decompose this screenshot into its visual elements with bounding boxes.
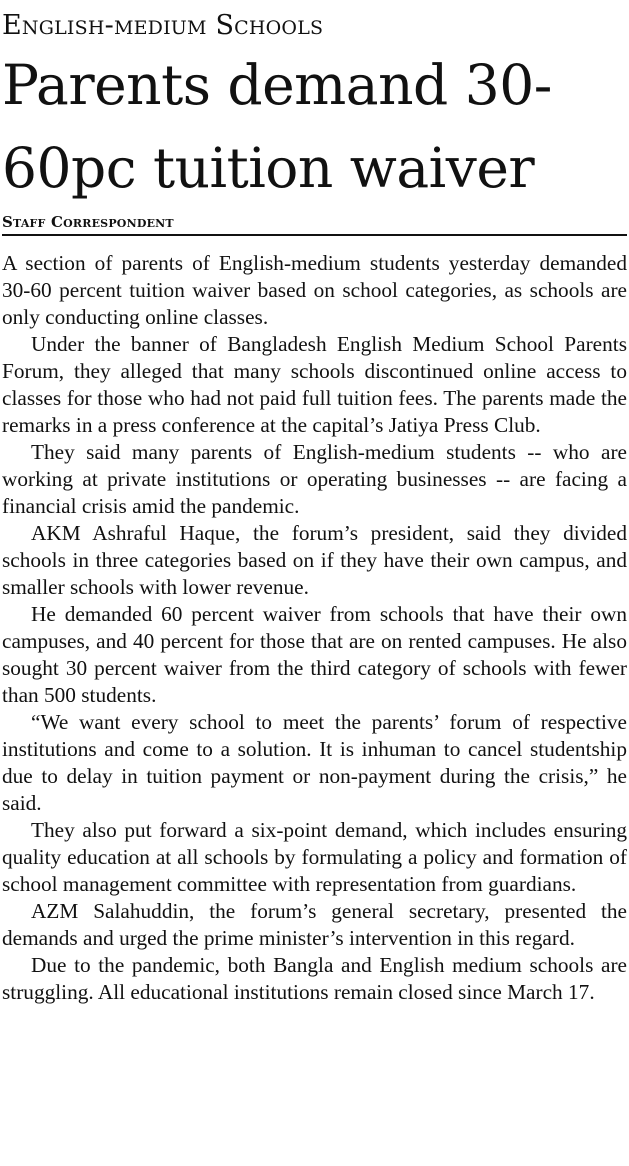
article-paragraph: AZM Salahuddin, the forum’s general secretary, presented the demands and urged the prime minister’s intervention in this regard. [2,899,627,951]
news-article-page [0,10,629,1166]
article-paragraph: Due to the pandemic, both Bangla and English medium schools are struggling. All educational institutions remain closed since March 17. [2,953,627,1005]
article-paragraph: A section of parents of English-medium students yesterday demanded 30-60 percent tuition waiver based on school categories, as schools are only conducting online classes. [2,251,627,330]
article-paragraph: AKM Ashraful Haque, the forum’s president, said they divided schools in three categories based on if they have their own campus, and smaller schools with lower revenue. [2,521,627,600]
article-paragraph: Under the banner of Bangladesh English Medium School Parents Forum, they alleged that many schools discontinued online access to classes for those who had not paid full tuition fees. The parents made the remarks in a press conference at the capital’s Jatiya Press Club. [2,332,627,438]
article-body [2,250,627,1006]
article-paragraph: They also put forward a six-point demand, which includes ensuring quality education at all schools by formulating a policy and formation of school management committee with representation from guardians. [2,818,627,897]
article-headline: Parents demand 30-60pc tuition waiver [2,53,552,200]
article-byline: Staff Correspondent [2,213,627,236]
section-kicker: English-medium Schools [2,10,324,41]
article-paragraph: They said many parents of English-medium students -- who are working at private institutions or operating businesses -- are facing a financial crisis amid the pandemic. [2,440,627,519]
article-paragraph: “We want every school to meet the parents’ forum of respective institutions and come to a solution. It is inhuman to cancel studentship due to delay in tuition payment or non-payment during the crisis,” he said. [2,710,627,816]
article-paragraph: He demanded 60 percent waiver from schools that have their own campuses, and 40 percent for those that are on rented campuses. He also sought 30 percent waiver from the third category of schools with fewer than 500 students. [2,602,627,708]
